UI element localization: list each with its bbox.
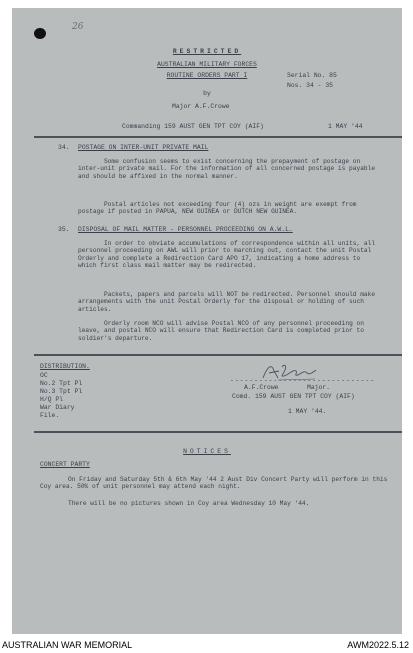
classification-heading: RESTRICTED [172,48,242,55]
signature-dashes: ------------------------------ [230,377,376,384]
header-rule [34,136,402,138]
archive-footer [0,636,413,653]
issuing-officer: Major A.F.Crowe [172,103,230,110]
archive-reference: AWM2022.5.12 [347,640,409,650]
item-34-paragraph: Postal articles not exceeding four (4) ozs in weight are exempt from postage if posted in PAPUA, NEW GUINEA or DUTCH NEW GUINEA. [78,201,357,216]
item-35-number: 35. [58,226,70,233]
by-line: by [203,90,211,97]
item-34-number: 34. [58,144,70,151]
distribution-line: File. [40,412,60,419]
signatory-title: Comd. 159 AUST GEN TPT COY (AIF) [232,393,355,400]
archive-credit: AUSTRALIAN WAR MEMORIAL [2,640,133,650]
distribution-line: War Diary [40,404,75,411]
order-date: 1 MAY '44 [328,123,363,130]
item-35-paragraph: In order to obviate accumulations of correspondence within all units, all personnel proceeding on AWL will prior to marching out, contact the unit Postal Orderly and complete a Redirection Card APO 17, indicating a home address to which first class mail matter may be redirected. [78,240,376,270]
item-35-heading: DISPOSAL OF MAIL MATTER - PERSONNEL PROCEEDING ON A.W.L. [78,226,293,233]
orders-title: ROUTINE ORDERS PART I [166,72,248,79]
command-line: Commanding 159 AUST GEN TPT COY (AIF) [122,123,264,130]
distribution-line: OC [40,372,48,379]
signatory-rank: Major. [307,384,331,391]
notice-subheading: CONCERT PARTY [40,461,90,468]
pencil-mark: 26 [72,22,84,32]
notices-rule [34,431,402,433]
item-35-paragraph: Orderly room NCO will advise Postal NCO of any personnel proceeding on leave, and postal NCO will ensure that Redirection Card is completed prior to soldier's departure. [78,320,364,342]
notice-paragraph: On Friday and Saturday 5th & 6th May '44 2 Aust Div Concert Party will perform in this Coy area. 50% of unit personnel may attend each night. [40,476,388,491]
unit-heading: AUSTRALIAN MILITARY FORCES [157,61,257,68]
section-rule [34,354,402,356]
distribution-line: H/Q Pl [40,396,64,403]
serial-number: Serial No. 85 [287,72,337,79]
item-34-heading: POSTAGE ON INTER-UNIT PRIVATE MAIL [78,144,209,151]
distribution-line: No.2 Tpt Pl [40,380,83,387]
signature-date: 1 MAY '44. [288,408,327,415]
distribution-heading: DISTRIBUTION. [40,363,90,370]
item-35-paragraph: Packets, papers and parcels will NOT be redirected. Personnel should make arrangements with the unit Postal Orderly for the disposal or holding of such articles. [78,291,376,313]
distribution-line: No.3 Tpt Pl [40,388,83,395]
punch-hole [34,28,46,39]
notice-paragraph: There will be no pictures shown in Coy area Wednesday 10 May '44. [68,500,310,507]
document-sheet [12,8,402,634]
order-numbers: Nos. 34 - 35 [287,82,334,89]
item-34-paragraph: Some confusion seems to exist concerning the prepayment of postage on inter-unit private mail. For the information of all concerned postage is payable and should be affixed in the normal manner. [78,158,376,180]
signatory-name: A.F.Crowe [244,384,279,391]
notices-heading: NOTICES [183,448,231,455]
